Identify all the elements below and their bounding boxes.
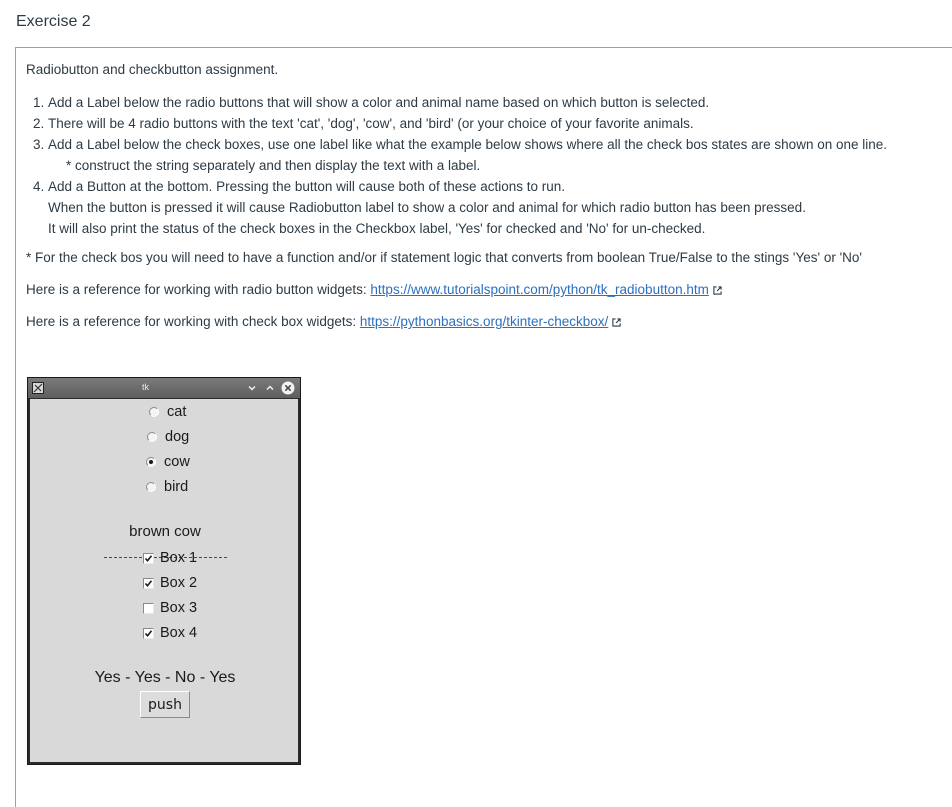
checkbox-indicator[interactable] [143,603,154,614]
checkbox-box-4[interactable] [30,625,411,641]
page-title: Exercise 2 [16,13,91,30]
radio-cat[interactable] [30,404,417,420]
tk-window-screenshot [27,377,301,765]
external-link-icon[interactable] [612,318,621,327]
step-text: Add a Label below the radio buttons that will show a color and animal name based on which button is selected. [48,95,710,110]
radio-cow[interactable] [30,454,414,470]
checkbox-box-2[interactable] [30,575,411,591]
check-reference [26,314,621,329]
step-text: Add a Button at the bottom. Pressing the button will cause both of these actions to run. [48,179,566,194]
radio-indicator[interactable] [146,482,156,492]
radio-bird[interactable] [30,479,414,495]
step-text: There will be 4 radio buttons with the text 'cat', 'dog', 'cow', and 'bird' (or your choice of your favorite animals. [48,116,694,131]
checkbox-label: Box 1 [160,550,198,566]
step-continuation: When the button is pressed it will cause Radiobutton label to show a color and animal for which radio button has been pressed. [48,200,806,215]
radio-label: cow [164,454,190,470]
tk-window-body [30,399,298,762]
checkbox-indicator[interactable] [143,578,154,589]
radio-indicator[interactable] [147,432,157,442]
checkmark-icon [144,579,153,588]
radio-result-label: brown cow [129,523,201,540]
checkmark-icon [144,554,153,563]
checkbox-box-3[interactable] [30,600,411,616]
radio-indicator[interactable] [149,407,159,417]
step-item [48,113,952,134]
steps-list [26,92,952,239]
check-reference-prefix: Here is a reference for working with check box widgets: [26,314,360,329]
radio-reference-prefix: Here is a reference for working with radio button widgets: [26,282,371,297]
checkbox-indicator[interactable] [143,553,154,564]
close-icon[interactable] [281,381,295,395]
check-reference-link[interactable]: https://pythonbasics.org/tkinter-checkbox/ [359,314,609,329]
radio-label: bird [164,479,189,495]
step-item [48,92,952,113]
tk-app-icon [32,382,44,394]
boolean-note: * For the check bos you will need to have a function and/or if statement logic that converts from boolean True/False to the stings 'Yes' or 'No' [26,250,863,265]
checkbox-result-label: Yes - Yes - No - Yes [94,669,236,686]
radio-reference-link[interactable]: https://www.tutorialspoint.com/python/tk_radiobutton.htm [370,282,709,297]
step-item [48,176,952,239]
radio-indicator[interactable] [146,457,156,467]
step-item [48,134,952,176]
checkbox-label: Box 2 [160,575,198,591]
step-subnote: * construct the string separately and then display the text with a label. [66,158,481,173]
checkbox-box-1[interactable] [30,550,411,566]
checkbox-label: Box 3 [160,600,198,616]
radio-dog[interactable] [30,429,415,445]
checkbox-indicator[interactable] [143,628,154,639]
tk-titlebar[interactable] [28,378,300,398]
assignment-intro: Radiobutton and checkbutton assignment. [26,62,279,77]
tk-window-title: tk [142,382,150,392]
push-button[interactable]: push [140,691,190,718]
checkmark-icon [144,629,153,638]
radio-reference [26,282,722,297]
chevron-up-icon[interactable] [264,382,276,394]
step-continuation: It will also print the status of the check boxes in the Checkbox label, 'Yes' for checked and 'No' for un-checked. [48,221,706,236]
chevron-down-icon[interactable] [246,382,258,394]
radio-label: dog [165,429,190,445]
radio-label: cat [167,404,187,420]
checkbox-label: Box 4 [160,625,198,641]
external-link-icon[interactable] [713,286,722,295]
step-text: Add a Label below the check boxes, use one label like what the example below shows where all the check bos states are shown on one line. [48,137,888,152]
